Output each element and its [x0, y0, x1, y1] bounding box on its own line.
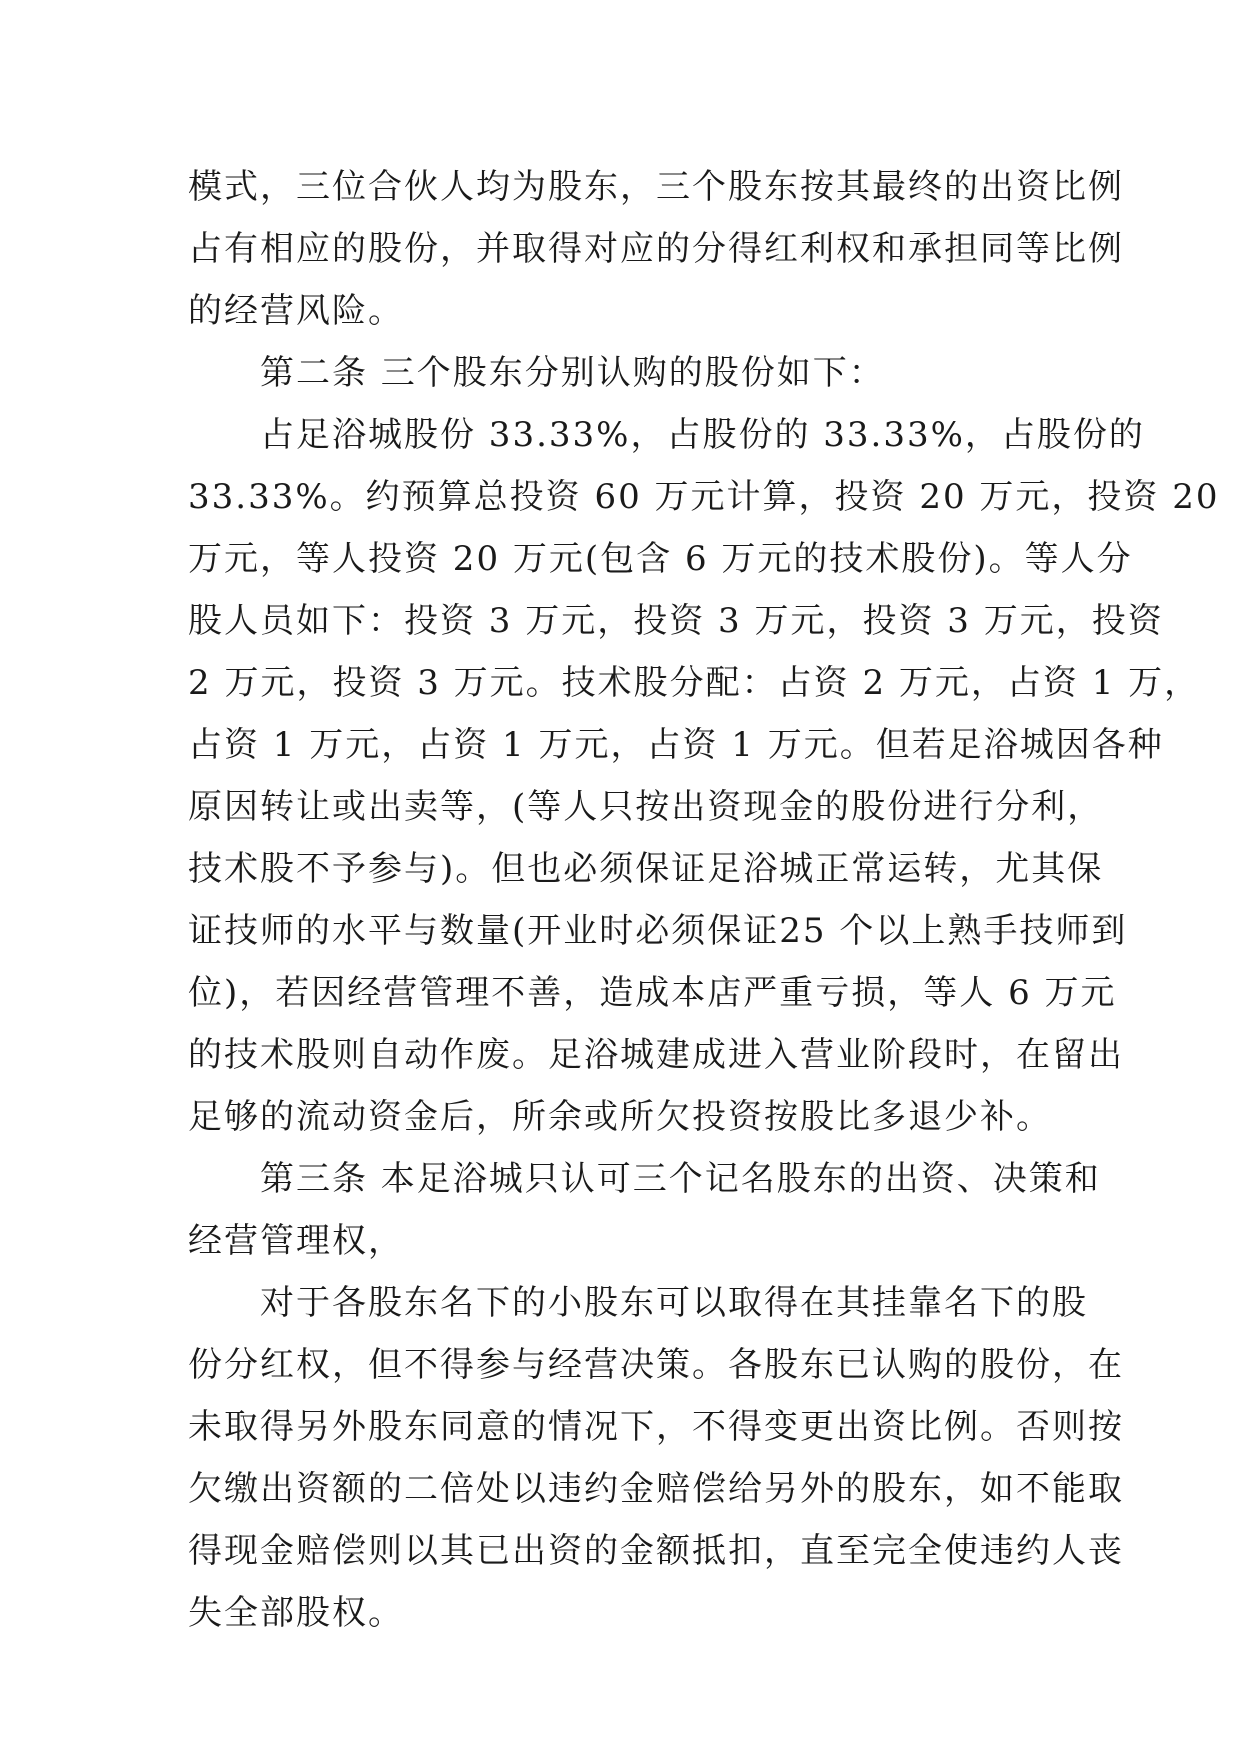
article-heading-2: 第二条 三个股东分别认购的股份如下： [188, 353, 885, 393]
text-line: 的技术股则自动作废。足浴城建成进入营业阶段时，在留出 [188, 1035, 1124, 1075]
text-line: 证技师的水平与数量(开业时必须保证25 个以上熟手技师到 [188, 911, 1128, 951]
text-line: 对于各股东名下的小股东可以取得在其挂靠名下的股 [188, 1283, 1088, 1323]
text-line: 足够的流动资金后，所余或所欠投资按股比多退少补。 [188, 1097, 1052, 1137]
text-line: 失全部股权。 [188, 1593, 404, 1633]
text-line: 份分红权，但不得参与经营决策。各股东已认购的股份，在 [188, 1345, 1124, 1385]
text-line: 的经营风险。 [188, 291, 404, 331]
text-line: 经营管理权， [188, 1221, 404, 1261]
text-line: 占有相应的股份，并取得对应的分得红利权和承担同等比例 [188, 229, 1124, 269]
article-heading-3: 第三条 本足浴城只认可三个记名股东的出资、决策和 [188, 1159, 1101, 1199]
text-line: 技术股不予参与)。但也必须保证足浴城正常运转，尤其保 [188, 849, 1104, 889]
text-line: 欠缴出资额的二倍处以违约金赔偿给另外的股东，如不能取 [188, 1469, 1124, 1509]
text-line: 模式，三位合伙人均为股东，三个股东按其最终的出资比例 [188, 167, 1124, 207]
text-line: 占足浴城股份 33.33%，占股份的 33.33%，占股份的 [188, 415, 1145, 455]
text-line: 位)，若因经营管理不善，造成本店严重亏损，等人 6 万元 [188, 973, 1117, 1013]
document-body [188, 156, 1220, 1644]
text-line: 得现金赔偿则以其已出资的金额抵扣，直至完全使违约人丧 [188, 1531, 1124, 1571]
text-line: 股人员如下：投资 3 万元，投资 3 万元，投资 3 万元，投资 [188, 601, 1164, 641]
text-line: 原因转让或出卖等，(等人只按出资现金的股份进行分利， [188, 787, 1104, 827]
text-line: 未取得另外股东同意的情况下，不得变更出资比例。否则按 [188, 1407, 1124, 1447]
text-line: 33.33%。约预算总投资 60 万元计算，投资 20 万元，投资 20 [188, 477, 1220, 517]
text-line: 占资 1 万元，占资 1 万元，占资 1 万元。但若足浴城因各种 [188, 725, 1164, 765]
text-line: 万元，等人投资 20 万元(包含 6 万元的技术股份)。等人分 [188, 539, 1133, 579]
text-line: 2 万元，投资 3 万元。技术股分配：占资 2 万元，占资 1 万， [188, 663, 1201, 703]
